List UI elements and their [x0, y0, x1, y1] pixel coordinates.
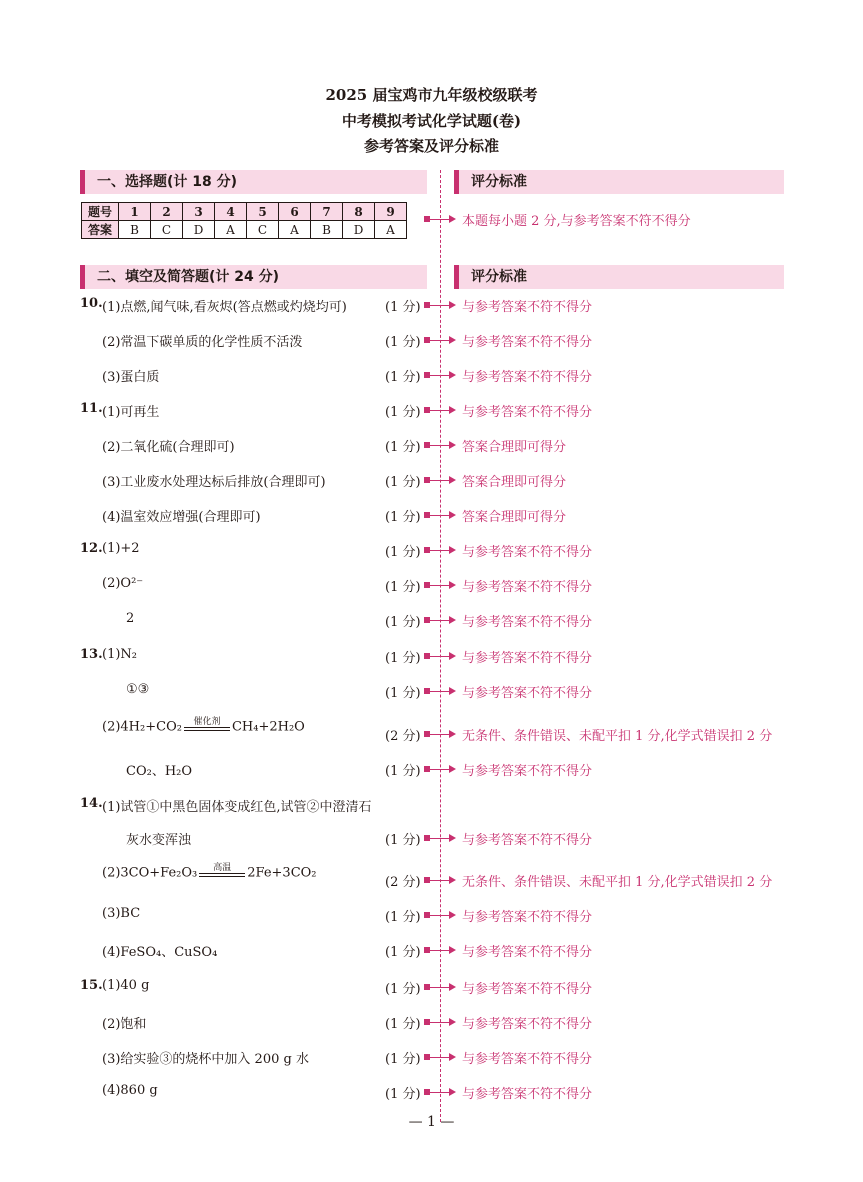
points-label: (1 分) [385, 651, 421, 666]
answer-text: (4)温室效应增强(合理即可) [102, 510, 261, 525]
section-1-criteria-title: 评分标准 [454, 170, 784, 194]
answer-text: (1)可再生 [102, 405, 160, 420]
points-label: (1 分) [385, 1052, 421, 1067]
answer-cell: A [215, 221, 247, 239]
answer-text: (3)给实验③的烧杯中加入 200 g 水 [102, 1052, 309, 1067]
criteria-text: 与参考答案不符不得分 [462, 405, 593, 420]
points-label: (2 分) [385, 875, 421, 890]
answer-cell: A [375, 221, 407, 239]
points-label: (1 分) [385, 510, 421, 525]
answer-row [0, 471, 863, 491]
points-label: (1 分) [385, 833, 421, 848]
answer-text: (2)饱和 [102, 1017, 147, 1032]
criteria-text: 与参考答案不符不得分 [462, 982, 593, 997]
points-label: (1 分) [385, 910, 421, 925]
answer-row [0, 796, 863, 816]
answer-row [0, 682, 863, 702]
equation-reactants: (2)3CO+Fe₂O₃ [102, 865, 198, 881]
reaction-condition [199, 863, 245, 883]
arrow-icon [424, 550, 454, 551]
answer-text: (2)二氧化硫(合理即可) [102, 440, 235, 455]
arrow-icon [424, 445, 454, 446]
arrow-icon [424, 1022, 454, 1023]
arrow-icon [424, 1057, 454, 1058]
arrow-icon [424, 1092, 454, 1093]
question-number: 3 [183, 203, 215, 221]
answer-cell: C [247, 221, 279, 239]
answer-cell: B [311, 221, 343, 239]
answer-row [0, 1083, 863, 1103]
doc-title: 2025 届宝鸡市九年级校级联考 [325, 86, 538, 104]
answer-row [0, 506, 863, 526]
answer-row [0, 401, 863, 421]
answer-text: (2)常温下碳单质的化学性质不活泼 [102, 335, 303, 350]
points-label: (1 分) [385, 370, 421, 385]
answer-text: (3)BC [102, 906, 141, 921]
answer-row [0, 906, 863, 926]
question-number: 14. [80, 796, 103, 811]
question-number: 4 [215, 203, 247, 221]
question-number: 1 [119, 203, 151, 221]
page-number: — 1 — [408, 1114, 455, 1130]
answer-text: CO₂、H₂O [126, 764, 193, 779]
answer-cell: D [183, 221, 215, 239]
question-number: 13. [80, 647, 103, 662]
answer-cell: A [279, 221, 311, 239]
answer-row [0, 1048, 863, 1068]
answer-text [102, 717, 305, 737]
section-2-criteria-title: 评分标准 [454, 265, 784, 289]
criteria-text: 无条件、条件错误、未配平扣 1 分,化学式错误扣 2 分 [462, 729, 773, 744]
arrow-icon [424, 585, 454, 586]
answer-row [0, 760, 863, 780]
answer-row [0, 829, 863, 849]
answer-row [0, 1013, 863, 1033]
arrow-icon [424, 769, 454, 770]
arrow-icon [424, 480, 454, 481]
doc-subtitle: 中考模拟考试化学试题(卷) [341, 112, 522, 130]
criteria-text: 与参考答案不符不得分 [462, 686, 593, 701]
answer-row [0, 576, 863, 596]
answer-cell: C [151, 221, 183, 239]
question-number: 2 [151, 203, 183, 221]
answer-text: ①③ [126, 682, 150, 697]
answer-row [0, 717, 863, 745]
criteria-text: 与参考答案不符不得分 [462, 651, 593, 666]
points-label: (1 分) [385, 982, 421, 997]
answer-row [0, 978, 863, 998]
arrow-icon [424, 340, 454, 341]
arrow-icon [424, 734, 454, 735]
section-2-title: 二、填空及简答题(计 24 分) [80, 265, 427, 289]
points-label: (1 分) [385, 580, 421, 595]
criteria-text: 与参考答案不符不得分 [462, 615, 593, 630]
answer-row [0, 331, 863, 351]
condition-label: 催化剂 [193, 717, 221, 727]
answer-cell: B [119, 221, 151, 239]
answer-row [0, 541, 863, 561]
answer-text: (3)蛋白质 [102, 370, 160, 385]
equation-products: 2Fe+3CO₂ [247, 865, 317, 881]
arrow-icon [424, 410, 454, 411]
answer-text: (1)试管①中黑色固体变成红色,试管②中澄清石 [102, 800, 372, 815]
answer-row [0, 296, 863, 316]
points-label: (1 分) [385, 1017, 421, 1032]
answer-row [0, 436, 863, 456]
arrow-icon [424, 950, 454, 951]
answer-cell: D [343, 221, 375, 239]
points-label: (1 分) [385, 1087, 421, 1102]
criteria-text: 与参考答案不符不得分 [462, 335, 593, 350]
points-label: (1 分) [385, 686, 421, 701]
criteria-text: 与参考答案不符不得分 [462, 580, 593, 595]
arrow-icon [424, 656, 454, 657]
question-number: 6 [279, 203, 311, 221]
arrow-icon [424, 219, 454, 220]
criteria-text: 与参考答案不符不得分 [462, 300, 593, 315]
points-label: (1 分) [385, 335, 421, 350]
answer-text: (2)O²⁻ [102, 576, 144, 591]
answer-text [102, 863, 317, 883]
reaction-condition [184, 717, 230, 737]
answer-row [0, 863, 863, 891]
points-label: (1 分) [385, 300, 421, 315]
arrow-icon [424, 305, 454, 306]
answer-text: (4)FeSO₄、CuSO₄ [102, 945, 218, 960]
criteria-text: 答案合理即可得分 [462, 510, 567, 525]
criteria-text: 与参考答案不符不得分 [462, 764, 593, 779]
points-label: (1 分) [385, 440, 421, 455]
answer-row [0, 366, 863, 386]
answer-text: 灰水变浑浊 [126, 833, 192, 848]
arrow-icon [424, 880, 454, 881]
arrow-icon [424, 515, 454, 516]
criteria-text: 与参考答案不符不得分 [462, 1052, 593, 1067]
question-number: 11. [80, 401, 103, 416]
points-label: (1 分) [385, 764, 421, 779]
answer-text: 2 [126, 611, 135, 626]
answer-text: (1)+2 [102, 541, 140, 556]
arrow-icon [424, 375, 454, 376]
table-answer-label: 答案 [82, 221, 119, 239]
criteria-text: 答案合理即可得分 [462, 440, 567, 455]
answer-text: (3)工业废水处理达标后排放(合理即可) [102, 475, 326, 490]
question-number: 15. [80, 978, 103, 993]
arrow-icon [424, 838, 454, 839]
equals-sign-icon [199, 873, 245, 877]
criteria-text: 与参考答案不符不得分 [462, 1017, 593, 1032]
points-label: (2 分) [385, 729, 421, 744]
section-1-criteria-row [0, 210, 863, 230]
points-label: (1 分) [385, 405, 421, 420]
criteria-text: 与参考答案不符不得分 [462, 545, 593, 560]
criteria-text: 与参考答案不符不得分 [462, 370, 593, 385]
criteria-text: 与参考答案不符不得分 [462, 833, 593, 848]
table-header-label: 题号 [82, 203, 119, 221]
question-number: 7 [311, 203, 343, 221]
points-label: (1 分) [385, 475, 421, 490]
section-1-title: 一、选择题(计 18 分) [80, 170, 427, 194]
doc-subtitle-2: 参考答案及评分标准 [363, 137, 499, 155]
criteria-text: 答案合理即可得分 [462, 475, 567, 490]
equals-sign-icon [184, 727, 230, 731]
equation-reactants: (2)4H₂+CO₂ [102, 719, 182, 735]
answer-text: (1)N₂ [102, 647, 138, 662]
arrow-icon [424, 987, 454, 988]
answer-text: (1)点燃,闻气味,看灰烬(答点燃或灼烧均可) [102, 300, 347, 315]
answer-text: (1)40 g [102, 978, 150, 993]
question-number: 5 [247, 203, 279, 221]
criteria-text: 本题每小题 2 分,与参考答案不符不得分 [462, 214, 691, 229]
question-number: 12. [80, 541, 103, 556]
arrow-icon [424, 691, 454, 692]
answer-row [0, 647, 863, 667]
answer-row [0, 611, 863, 631]
criteria-text: 无条件、条件错误、未配平扣 1 分,化学式错误扣 2 分 [462, 875, 773, 890]
equation-products: CH₄+2H₂O [231, 719, 305, 735]
criteria-text: 与参考答案不符不得分 [462, 1087, 593, 1102]
criteria-text: 与参考答案不符不得分 [462, 945, 593, 960]
criteria-text: 与参考答案不符不得分 [462, 910, 593, 925]
points-label: (1 分) [385, 545, 421, 560]
arrow-icon [424, 620, 454, 621]
arrow-icon [424, 915, 454, 916]
question-number: 8 [343, 203, 375, 221]
question-number: 9 [375, 203, 407, 221]
answer-row [0, 941, 863, 961]
answer-text: (4)860 g [102, 1083, 158, 1098]
question-number: 10. [80, 296, 103, 311]
points-label: (1 分) [385, 945, 421, 960]
condition-label: 高温 [213, 863, 232, 873]
points-label: (1 分) [385, 615, 421, 630]
